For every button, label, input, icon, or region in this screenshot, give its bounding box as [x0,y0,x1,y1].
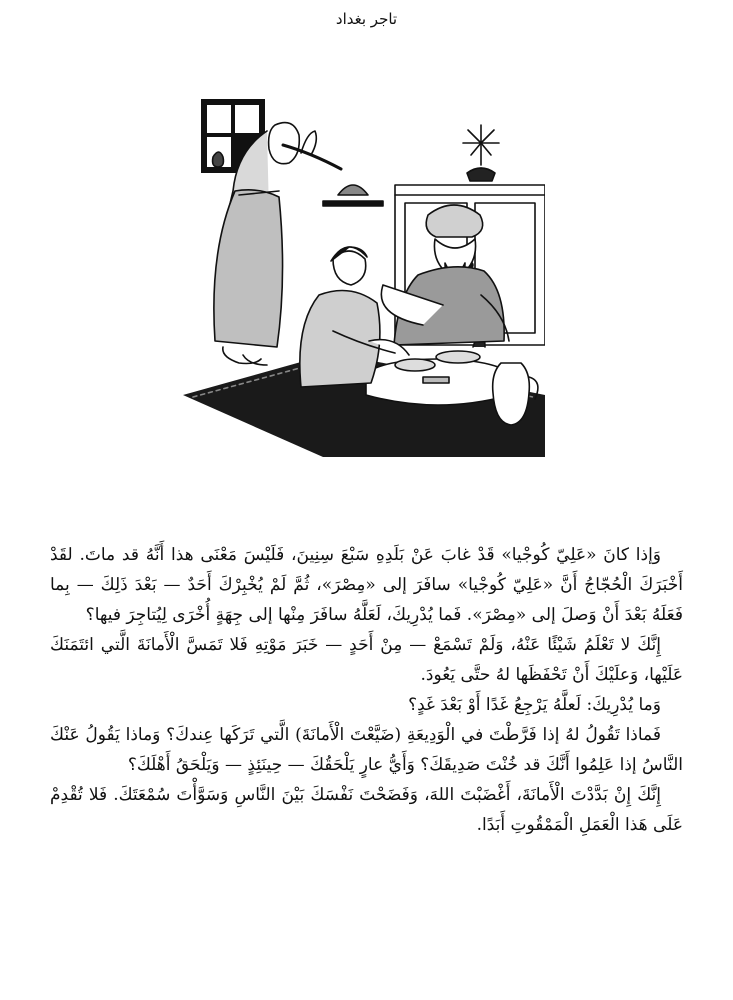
paragraph: وَإذا كانَ «عَلِيّ كُوجْيا» قَدْ غابَ عَنْ بَلَدِهِ سَبْعَ سِنِينَ، فَلَيْسَ مَعْنَى هذا أَنَّهُ قد ماتَ. لقَدْ أَخْبَرَكَ الْحُجّاجُ أَنَّ «عَلِيّ كُوجْيا» سافَرَ إلى «مِصْرَ»، ثُمَّ لَمْ يُخْبِرْكَ أَحَدٌ — بَعْدَ ذَلِكَ — بِما فَعَلَهُ بَعْدَ أَنْ وَصلَ إلى «مِصْرَ». فَما يُدْرِيكَ، لَعَلَّهُ سافَرَ مِنْها إلى جِهَةٍ أُخْرَى لِيُتاجِرَ فيها؟ [50,545,683,625]
illustration-merchant-scene [183,95,545,457]
paragraph: إِنَّكَ لا تَعْلَمُ شَيْئًا عَنْهُ، وَلَمْ تَسْمَعْ — مِنْ أَحَدٍ — خَبَرَ مَوْتِهِ فَلا تَمَسَّ الْأَمانَةَ الَّتي ائتَمَنَكَ عَلَيْها، وَعلَيْكَ أَنْ تَحْفَظَها لهُ حتَّى يَعُودَ. [50,635,683,685]
paragraph: وَما يُدْرِيكَ: لَعلَّهُ يَرْجِعُ غَدًا أَوْ بَعْدَ غَدٍ؟ [408,695,661,715]
paragraph: فَماذا تَقُولُ لهُ إذا فَرَّطْتَ في الْوَدِيعَةِ (ضَيَّعْتَ الْأَمانَةَ) الَّتي تَرَكَها عِندكَ؟ وَماذا يَقُولُ عَنْكَ النَّاسُ إذا عَلِمُوا أَنَّكَ قد خُنْتَ صَدِيقَكَ؟ وَأَيُّ عارٍ يَلْحَقُكَ — حِينَئِذٍ — وَيَلْحَقُ أَهْلَكَ؟ [50,725,683,775]
body-text [50,540,683,840]
running-head: تاجر بغداد [335,10,398,28]
lamp-icon [463,125,499,181]
paragraph: إِنَّكَ إِنْ بَدَّدْتَ الْأَمانَةَ، أَغْضَبْتَ اللهَ، وَفَضَحْتَ نَفْسَكَ بَيْنَ النَّاسِ وَسَوَّأْتَ سُمْعَتَكَ. فَلا تُقْدِمْ عَلَى هَذا الْعَمَلِ الْمَمْقُوتِ أَبَدًا. [50,785,683,835]
